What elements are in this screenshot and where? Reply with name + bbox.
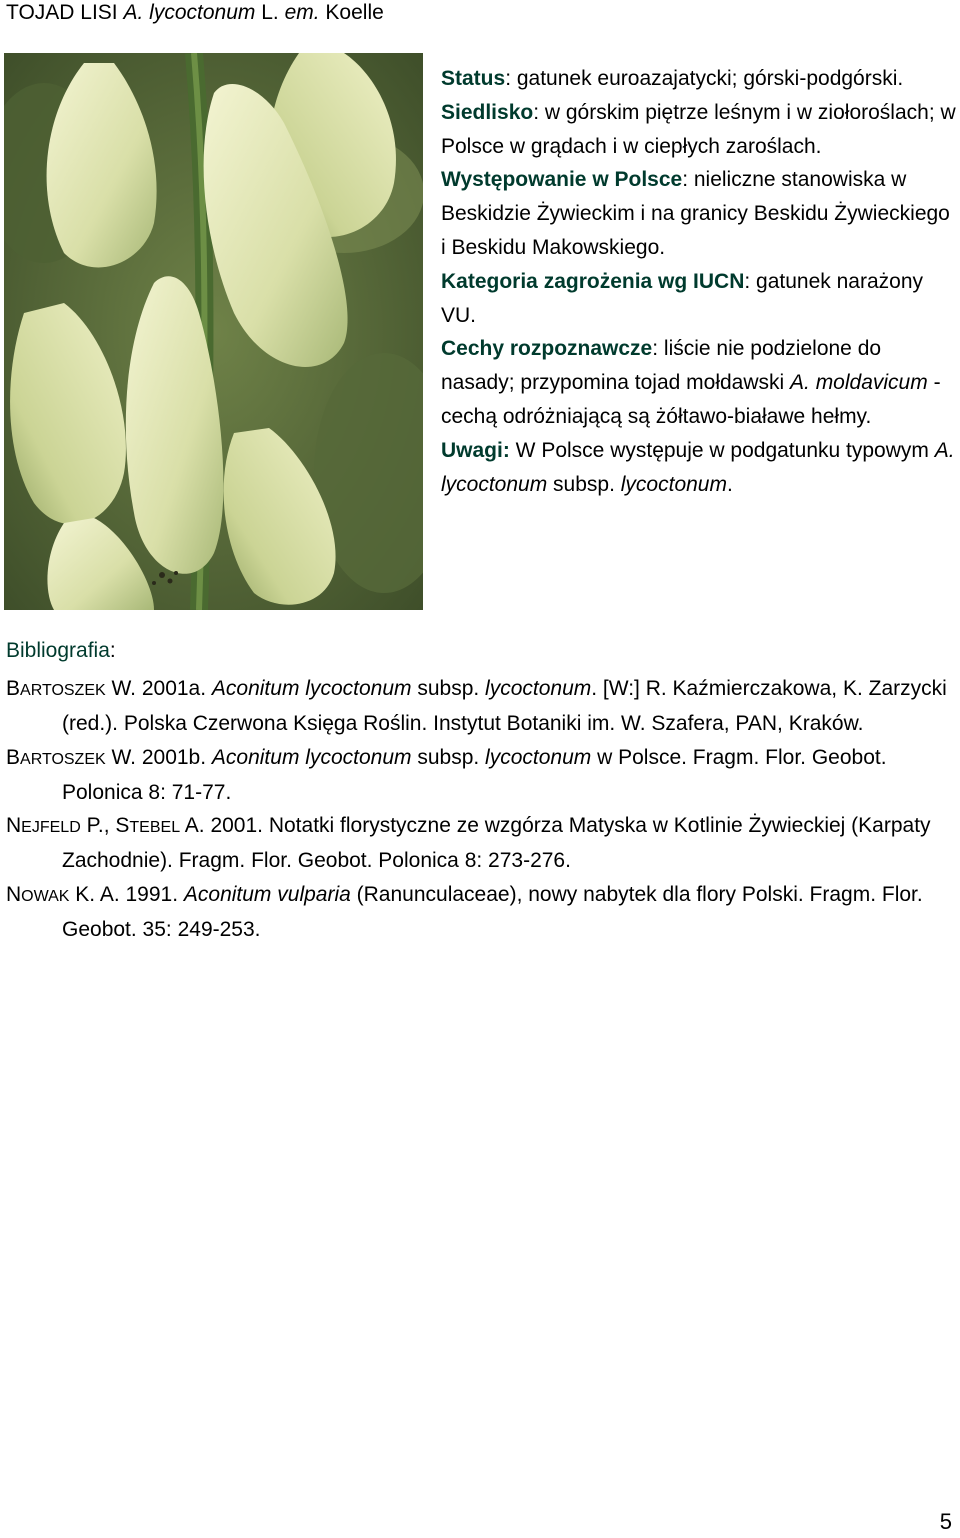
bibliography-item: NOWAK K. A. 1991. Aconitum vulparia (Ranunculaceae), nowy nabytek dla flory Polski. Fragm. Flor. Geobot. 35: 249-253. xyxy=(6,882,923,942)
threat-paragraph: Kategoria zagrożenia wg IUCN: gatunek narażony VU. xyxy=(441,269,924,327)
bibliography-list xyxy=(6,672,956,946)
occurrence-paragraph: Występowanie w Polsce: nieliczne stanowiska w Beskidzie Żywieckim i na granicy Beskidu Żywieckiego i Beskidu Makowskiego. xyxy=(441,168,950,259)
features-paragraph: Cechy rozpoznawcze: liście nie podzielone do nasady; przypomina tojad mołdawski A. moldavicum - cechą odróżniającą są żółtawo-białawe hełmy. xyxy=(441,337,941,428)
notes-paragraph: Uwagi: W Polsce występuje w podgatunku typowym A. lycoctonum subsp. lycoctonum. xyxy=(441,438,955,496)
page-number: 5 xyxy=(939,1509,952,1534)
page-title: TOJAD LISI A. lycoctonum L. em. Koelle xyxy=(6,1,384,24)
flower-illustration xyxy=(4,53,423,610)
habitat-paragraph: Siedlisko: w górskim piętrze leśnym i w ziołoroślach; w Polsce w grądach i w ciepłych zaroślach. xyxy=(441,100,956,158)
bibliography-item: BARTOSZEK W. 2001b. Aconitum lycoctonum subsp. lycoctonum w Polsce. Fragm. Flor. Geobot. Polonica 8: 71-77. xyxy=(6,745,887,804)
aconitum-flower-photo xyxy=(4,53,423,610)
bibliography-heading: Bibliografia: xyxy=(6,639,116,662)
species-description xyxy=(441,62,956,501)
bibliography-item: NEJFELD P., STEBEL A. 2001. Notatki florystyczne ze wzgórza Matyska w Kotlinie Żywieckiej (Karpaty Zachodnie). Fragm. Flor. Geobot. Polonica 8: 273-276. xyxy=(6,814,931,873)
bibliography-item: BARTOSZEK W. 2001a. Aconitum lycoctonum subsp. lycoctonum. [W:] R. Kaźmierczakowa, K. Zarzycki (red.). Polska Czerwona Księga Roślin. Instytut Botaniki im. W. Szafera, PAN, Kraków. xyxy=(6,677,947,736)
status-paragraph: Status: gatunek euroazajatycki; górski-podgórski. xyxy=(441,67,904,90)
